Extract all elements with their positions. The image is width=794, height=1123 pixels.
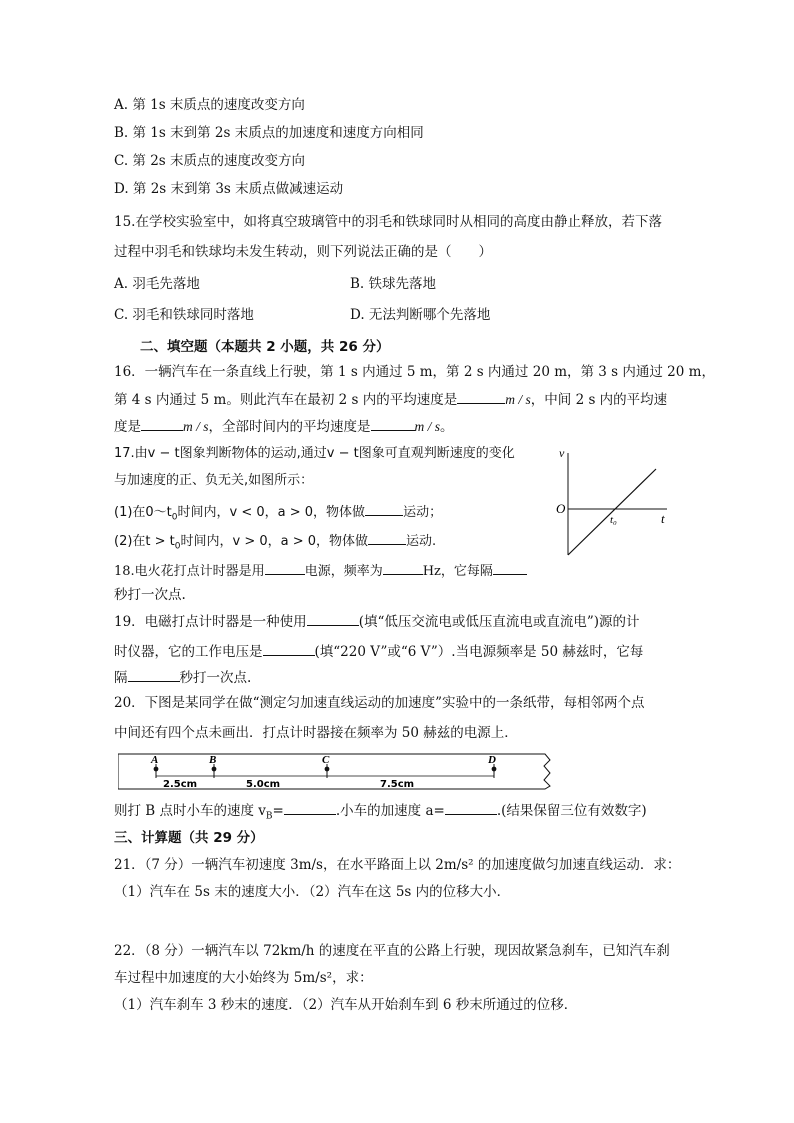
q21-line2: （1）汽车在 5s 末的速度大小．（2）汽车在这 5s 内的位移大小．	[114, 884, 511, 900]
q17-line3-text-c: 运动；	[403, 505, 443, 520]
q22-line1: 22．（8 分）一辆汽车以 72km/h 的速度在平直的公路上行驶，现因故紧急刹车，已知汽车刹	[114, 943, 670, 959]
tape-dist-bc: 5.0cm	[246, 779, 281, 790]
q16-line1: 16．一辆汽车在一条直线上行驶，第 1 s 内通过 5 m，第 2 s 内通过 20 m，第 3 s 内通过 20 m，	[114, 364, 715, 380]
q18-line1-text-b: 电源，频率为	[304, 564, 383, 579]
q16-line2-text-b: ，中间 2 s 内的平均速	[530, 392, 668, 408]
q22-line2: 车过程中加速度的大小始终为 5m/s²，求：	[114, 970, 373, 986]
vt-t0-label: t₀	[610, 514, 617, 526]
q16-unit-3: m / s	[414, 419, 441, 434]
tape-point-c	[322, 754, 330, 778]
q18-line1-text-a: 18.电火花打点计时器是用	[114, 564, 265, 579]
q21-line1: 21．（7 分）一辆汽车初速度 3m/s，在水平路面上以 2m/s² 的加速度做匀加速直线运动．求：	[114, 857, 681, 873]
q16-blank-3[interactable]	[371, 417, 415, 431]
q20-line3-text-b: =	[272, 803, 284, 819]
q14-option-b: B. 第 1s 末到第 2s 末质点的加速度和速度方向相同	[114, 125, 424, 141]
vt-line	[568, 469, 656, 555]
q17-line4-text-a: (2)在t > t	[114, 534, 175, 549]
tape-dist-cd: 7.5cm	[380, 779, 415, 790]
q16-line3-text-c: 。	[440, 419, 454, 435]
q19-line2-text-b: (填“220 V”或“6 V”）.当电源频率是 50 赫兹时，它每	[314, 644, 644, 660]
q18-blank-2[interactable]	[383, 561, 423, 575]
tape-point-d	[487, 754, 496, 778]
vt-v-label: v	[559, 447, 565, 460]
tape-label-b: B	[209, 754, 217, 766]
q15-option-b: B. 铁球先落地	[350, 276, 437, 292]
q20-line3	[114, 801, 647, 826]
q19-line3	[114, 668, 251, 687]
q20-line3-text-a: 则打 B 点时小车的速度 v	[114, 803, 266, 819]
section3-heading: 三、计算题（共 29 分）	[114, 830, 264, 846]
q16-line3	[114, 417, 454, 436]
q17-line2: 与加速度的正、负无关,如图所示：	[114, 473, 314, 488]
q17-line4-sub: 0	[174, 541, 181, 552]
q19-line1	[114, 612, 640, 631]
q17-blank-2[interactable]	[368, 531, 406, 545]
tape-dist-ab: 2.5cm	[163, 779, 198, 790]
q20-line3-text-c: .小车的加速度 a=	[335, 803, 445, 819]
tape-point-a	[150, 754, 158, 778]
paper-tape-diagram	[118, 752, 558, 792]
q14-option-a: A. 第 1s 末质点的速度改变方向	[114, 97, 305, 113]
q16-line3-text-b: ，全部时间内的平均速度是	[208, 419, 371, 435]
q17-line3-sub: 0	[171, 512, 178, 523]
q15-option-c: C. 羽毛和铁球同时落地	[114, 307, 254, 323]
q17-line1: 17.由v − t图象判断物体的运动,通过v − t图象可直观判断速度的变化	[114, 446, 515, 461]
q14-option-d: D. 第 2s 末到第 3s 末质点做减速运动	[114, 181, 344, 197]
tape-point-b	[208, 754, 216, 778]
q15-stem-line1: 15.在学校实验室中，如将真空玻璃管中的羽毛和铁球同时从相同的高度由静止释放，若下落	[114, 214, 662, 230]
q20-line3-sub: B	[265, 811, 273, 822]
q19-line2-text-a: 时仪器，它的工作电压是	[114, 644, 263, 660]
q19-line1-text-a: 19．电磁打点计时器是一种使用	[114, 614, 307, 630]
q20-blank-1[interactable]	[284, 801, 336, 815]
q19-line1-text-b: (填“低压交流电或低压直流电或直流电”)源的计	[358, 614, 640, 630]
section2-heading: 二、填空题（本题共 2 小题，共 26 分）	[140, 339, 390, 355]
q20-line2: 中间还有四个点未画出．打点计时器接在频率为 50 赫兹的电源上．	[114, 725, 518, 741]
q17-blank-1[interactable]	[365, 502, 403, 516]
q17-line3	[114, 502, 442, 527]
q18-blank-3[interactable]	[493, 561, 527, 575]
vt-graph	[553, 447, 673, 559]
q20-line3-text-d: .(结果保留三位有效数字)	[496, 803, 647, 819]
q16-unit-1: m / s	[505, 392, 531, 407]
tape-label-d: D	[488, 754, 496, 766]
q19-blank-3[interactable]	[128, 668, 180, 682]
q18-line1-text-c: Hz，它每隔	[422, 564, 493, 579]
q16-blank-2[interactable]	[141, 417, 183, 431]
q17-line3-text-a: (1)在0～t	[114, 505, 172, 520]
q16-line2-text-a: 第 4 s 内通过 5 m。则此汽车在最初 2 s 内的平均速度是	[114, 392, 458, 408]
q14-option-c: C. 第 2s 末质点的速度改变方向	[114, 153, 306, 169]
q18-line2: 秒打一次点.	[114, 587, 186, 603]
q16-line2	[114, 390, 667, 409]
vt-t-label: t	[661, 511, 665, 526]
q17-line4-text-b: 时间内，v > 0，a > 0，物体做	[180, 534, 369, 549]
q17-line4	[114, 531, 436, 556]
tape-label-c: C	[322, 754, 330, 766]
vt-origin-label: O	[556, 501, 566, 516]
q18-blank-1[interactable]	[265, 561, 305, 575]
q20-blank-2[interactable]	[445, 801, 497, 815]
q22-line3: （1）汽车刹车 3 秒末的速度．（2）汽车从开始刹车到 6 秒末所通过的位移．	[114, 997, 578, 1013]
q19-blank-1[interactable]	[307, 612, 359, 626]
q18-line1	[114, 561, 527, 581]
q20-line1: 20．下图是某同学在做“测定匀加速直线运动的加速度”实验中的一条纸带，每相邻两个点	[114, 695, 645, 711]
q19-line2	[114, 642, 643, 661]
q17-line4-text-c: 运动.	[406, 534, 437, 549]
q19-line3-text-b: 秒打一次点.	[179, 670, 252, 686]
q15-option-a: A. 羽毛先落地	[114, 276, 200, 292]
q16-blank-1[interactable]	[457, 390, 505, 404]
q15-option-d: D. 无法判断哪个先落地	[350, 307, 491, 323]
tape-label-a: A	[151, 754, 159, 766]
q16-unit-2: m / s	[183, 419, 209, 434]
q16-line3-text-a: 度是	[114, 419, 141, 435]
q19-line3-text-a: 隔	[114, 670, 128, 686]
q15-stem-line2: 过程中羽毛和铁球均未发生转动，则下列说法正确的是（ ）	[114, 244, 492, 260]
q17-line3-text-b: 时间内，v < 0，a > 0，物体做	[177, 505, 366, 520]
q19-blank-2[interactable]	[263, 642, 315, 656]
